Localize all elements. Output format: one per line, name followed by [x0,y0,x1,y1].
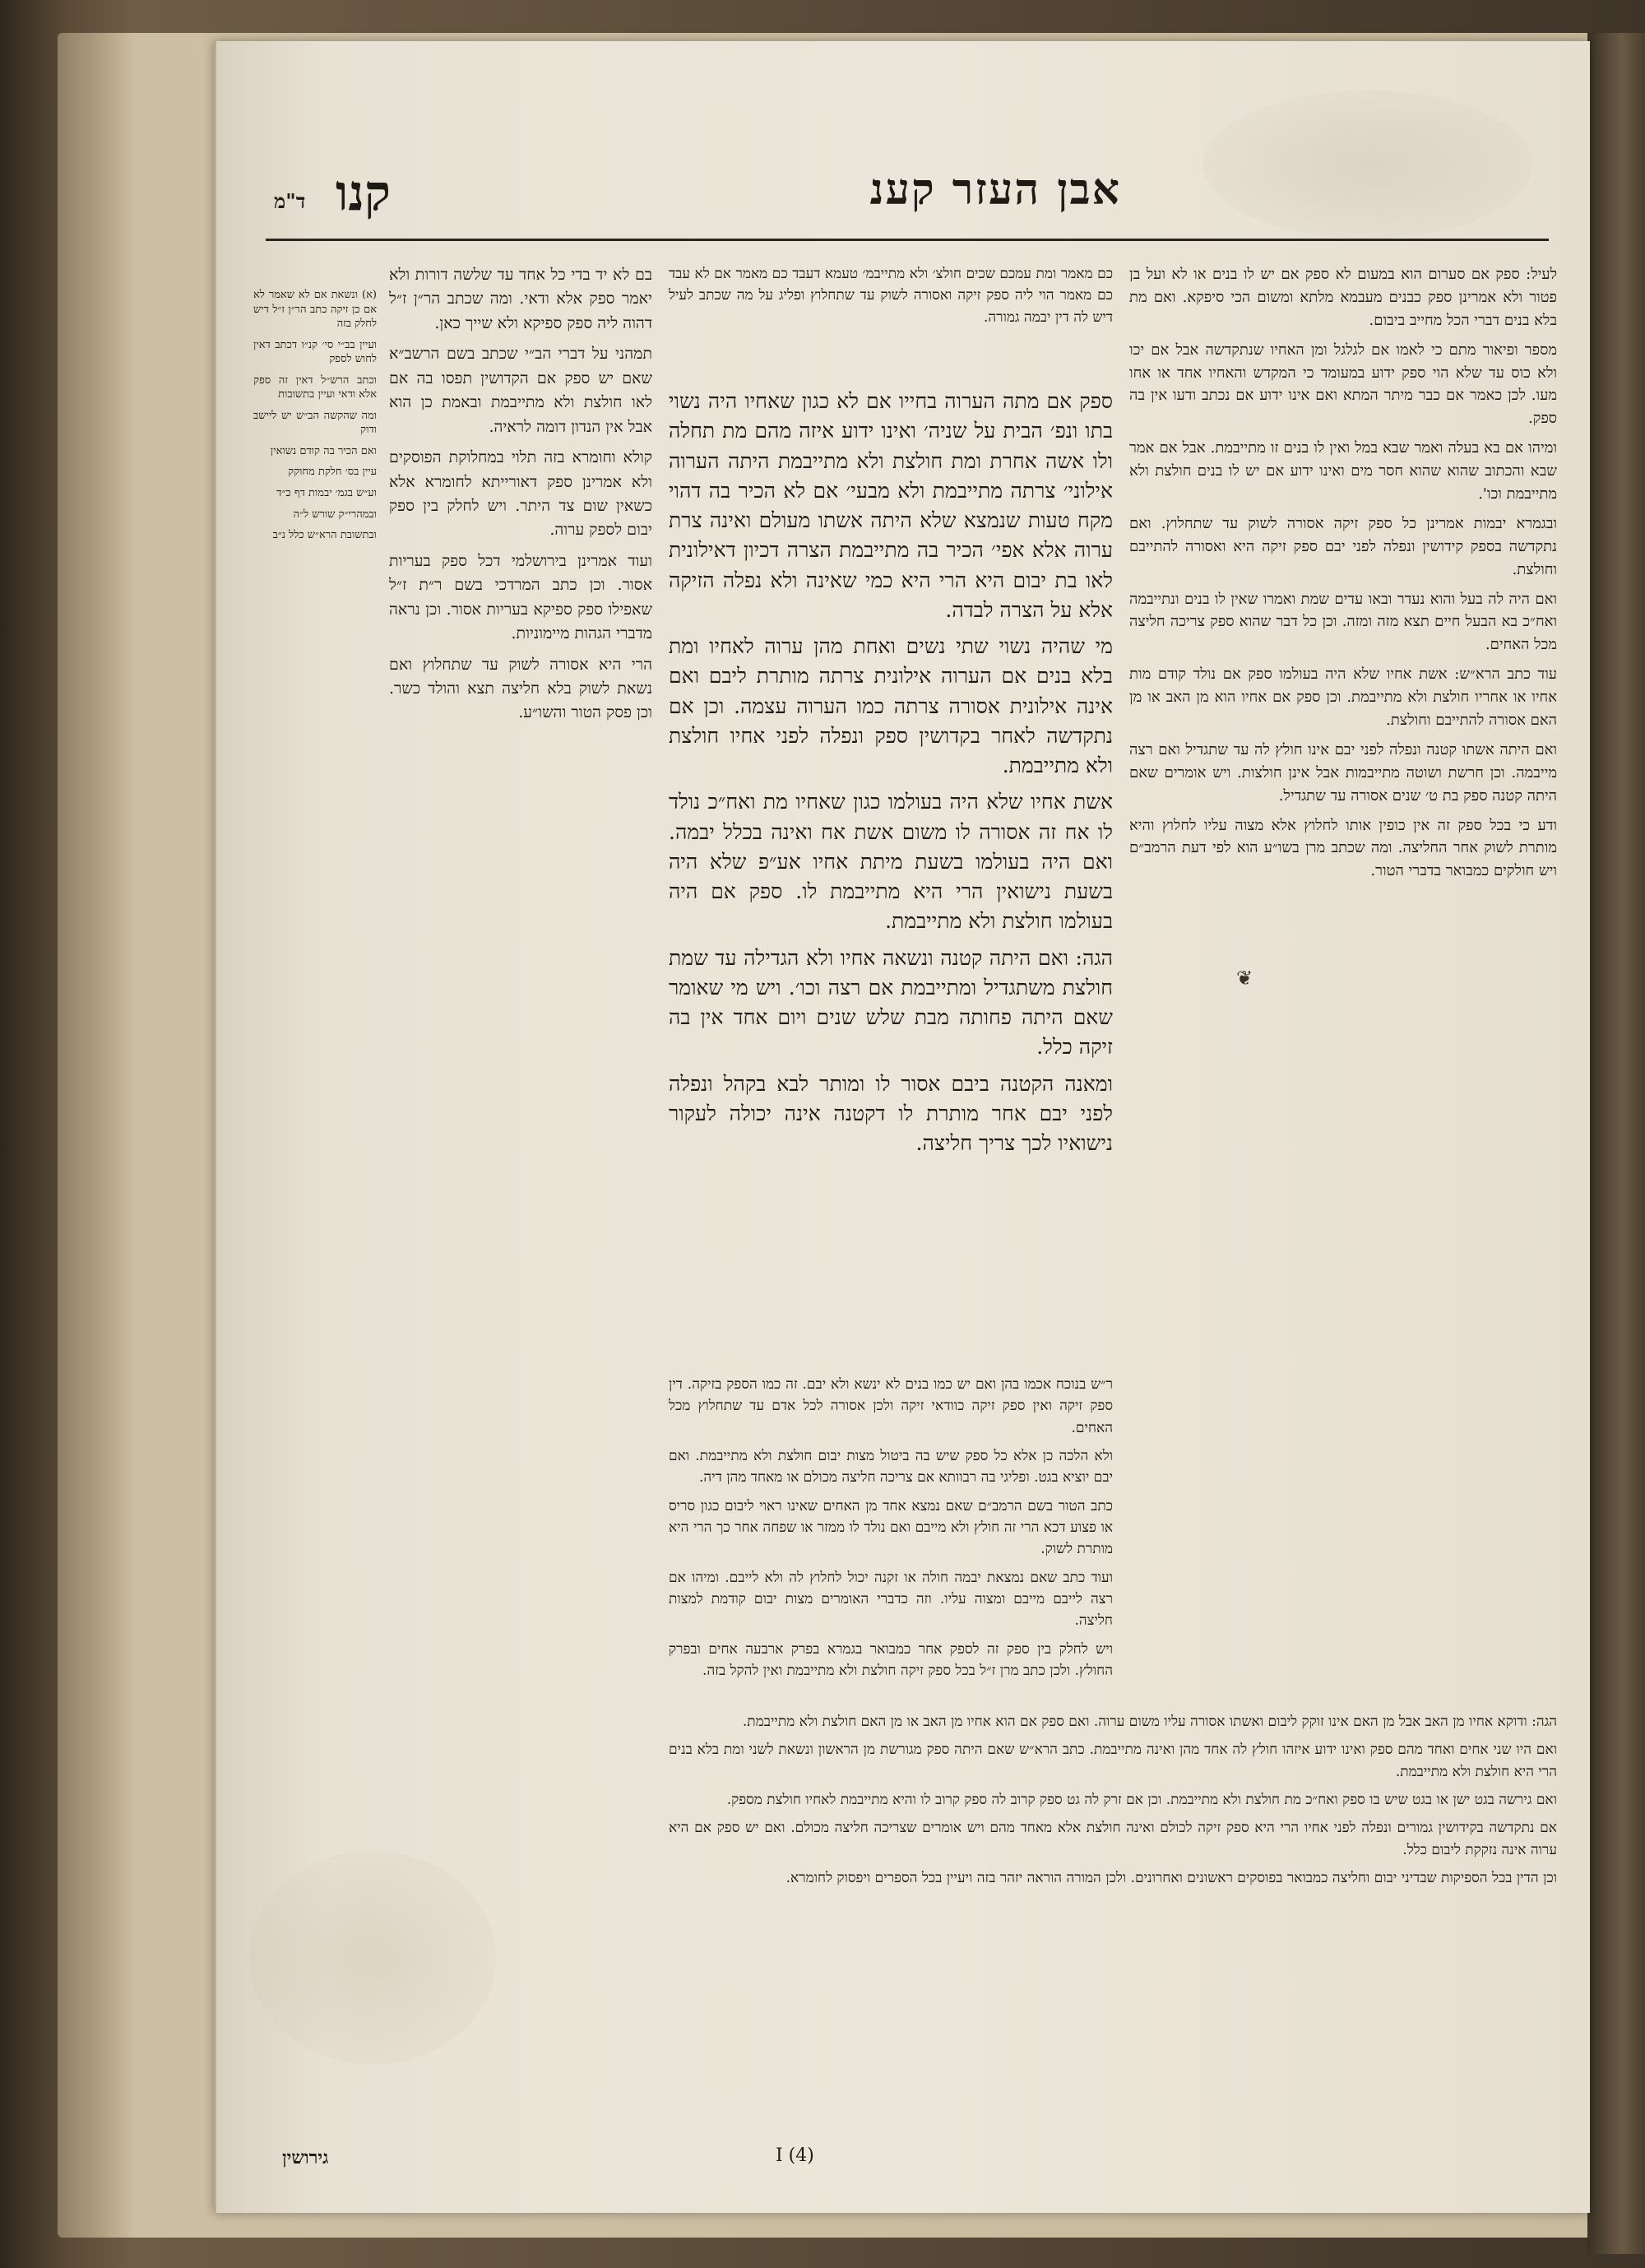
book-page [214,41,1590,2213]
printer-signature: I (4) [776,2145,814,2166]
marginal-note: ומה שהקשה הב״ש יש ליישב ודוק [253,409,377,437]
paragraph: ר״ש בנוכח אכמו בהן ואם יש כמו בנים לא ינשא ולא יבם. זה כמו הספק בזיקה. דין ספק זיקה ואין ספק זיקה כוודאי זיקה ולכן אסורה לכל אדם עד שתחלוץ מכל האחים. [669,1376,1113,1436]
paragraph: ואם היתה אשתו קטנה ונפלה לפני יבם אינו חולץ לה עד שתגדיל ואם רצה מייבמה. וכן חרשת ושוטה מתייבמות אבל אינן חולצות. ויש אומרים שאם היתה קטנה ספק בת ט׳ שנים אסורה עד שתגדיל. [1129,740,1557,805]
commentary-label: ד"מ [274,189,306,213]
paragraph: ועוד כתב שאם נמצאת יבמה חולה או זקנה יכול לחלוץ לה ולא לייבם. ומיהו אם רצה לייבם מייבם ומצוה עליו. וזה כדברי האומרים מצות יבום קודמת למצות חליצה. [669,1569,1113,1630]
marginal-note: ובתשובת הרא״ש כלל נ״ב [272,529,377,542]
paragraph: ודע כי בכל ספק זה אין כופין אותו לחלוץ אלא מצוה עליו לחלוץ והיא מותרת לשוק אחר החליצה. ומה שכתב מרן בשו״ע הוא לפי דעת הרמב״ם ויש חולקים כמבואר בדברי הטור. [1129,816,1557,880]
main-paragraph: ספק אם מתה הערוה בחייו אם לא כגון שאחיו היה נשוי בתו ונפ׳ הבית על שניה׳ ואינו ידוע איזה מהם מת תחלה ולו אשה אחרת ומת חולצת ולא מתייבמת היתה הערוה אילוני׳ צרתה מתייבמת ולא מבעי׳ אם לא הכיר בה דהוי מקח טעות שנמצא שלא היתה אשתו מעולם ואינה צרת ערוה אלא אפי׳ הכיר בה מתייבמת הצרה דכיון דאילונית לאו בת יבום היא הרי היא כמי שאינה ולא נפלה הזיקה אלא על הצרה לבדה. [669,389,1113,622]
paragraph: ובגמרא יבמות אמרינן כל ספק זיקה אסורה לשוק עד שתחלוץ. ואם נתקדשה בספק קידושין ונפלה לפני יבם ספק זיקה היא ואסורה להתייבם וחולצת. [1129,514,1557,578]
main-text-block [669,387,1113,1357]
page-header [266,165,1549,239]
paragraph: קולא וחומרא בזה תלוי במחלוקת הפוסקים ולא אמרינן ספק דאורייתא לחומרא אלא כשאין שום צד היתר. ויש לחלק בין ספק יבום לספק ערוה. [389,448,652,540]
running-title: אבן העזר קענ [869,165,1121,215]
flower-ornament-icon: ❦ [1236,967,1253,990]
bottom-commentary [669,1711,1557,2172]
catchword: גירושין [282,2147,329,2168]
paragraph: ויש לחלק בין ספק זה לספק אחר כמבואר בגמרא בפרק ארבעה אחים ובפרק החולץ. ולכן כתב מרן ז״ל בכל ספק זיקה חולצת ולא מתייבמת ואין להקל בזה. [669,1640,1113,1680]
paragraph: כתב הטור בשם הרמב״ם שאם נמצא אחד מן האחים שאינו ראוי ליבום כגון סריס או פצוע דכא הרי זה חולץ ולא מייבם ואם נולד לו ממזר או שפחה אחר כך הרי היא מותרת לשוק. [669,1497,1113,1558]
facing-page-edge [1587,33,1645,2254]
main-paragraph: אשת אחיו שלא היה בעולמו כגון שאחיו מת ואח״כ נולד לו אח זה אסורה לו משום אשת אח ואינה בכלל יבמה. ואם היה בעולמו בשעת מיתת אחיו אע״פ שלא היה בשעת נישואין הרי היא מתייבמת לו. ספק אם היה בעולמו חולצת ולא מתייבמת. [669,790,1113,934]
marginal-note: ובמהרי״ק שורש ל״ה [293,508,377,521]
marginal-note: ועיין בב״י סי׳ קנ״ו דכתב דאין לחוש לספק [253,338,377,366]
marginal-note: (א) ונשאת אם לא שאמר לא אם כן זיקה כתב הר״ן ז״ל דיש לחלק בזה [253,289,377,331]
paragraph: ואם גירשה בגט ישן או בגט שיש בו ספק ואח״כ מת חולצת ולא מתייבמת. וכן אם זרק לה גט ספק קרוב לה ספק קרוב לו והיא מתייבמת לאחיו חולצת מספק. [726,1792,1557,1809]
marginal-note: וע״ש בגמ׳ יבמות דף כ״ד [276,487,377,500]
paragraph: מספר ופיאור מתם כי לאמו אם לגלגל ומן האחיו שנתקדשה אבל אם יכו ולא כוס עד שלא הוי ספק ידוע במעומד כי המקדש והאחיו אחד או אחו מעו. לכן כאמר אם כבר מיתר המתא ואם אינו ידוע אם נכתב ודעו אין בה ספק. [1129,341,1557,428]
marginal-note: ואם הכיר בה קודם נשואין [270,444,377,457]
middle-top-commentary [669,263,1113,378]
marginal-note: וכתב הרש״ל דאין זה ספק אלא ודאי ועיין בתשובות [253,373,377,401]
folio-number: קנו [336,165,391,222]
paragraph: עוד כתב הרא״ש: אשת אחיו שלא היה בעולמו ספק אם נולד קודם מות אחיו או אחריו חולצת ולא מתייבמת. וכן ספק אם אחיו הוא מן האב או מן האם אסורה להתייבם וחולצת. [1129,666,1557,730]
paragraph: ואם היה לה בעל והוא נעדר ובאו עדים שמת ואמרו שאין לו בנים ונתייבמה ואח״כ בא הבעל חיים תצא מזה ומזה. וכן כל דבר שהוא ספק צריכה חליצה מכל האחים. [1129,590,1557,654]
paragraph: ועוד אמרינן בירושלמי דכל ספק בעריות אסור. וכן כתב המרדכי בשם ר״ת ז״ל שאפילו ספק ספיקא בעריות אסור. וכן נראה מדברי הגהות מיימוניות. [389,551,652,643]
main-paragraph: מי שהיה נשוי שתי נשים ואחת מהן ערוה לאחיו ומת בלא בנים אם הערוה אילונית צרתה מותרת ליבם ואם אינה אילונית אסורה צרתה כמו הערוה עצמה. וכן אם נתקדשה לאחר בקדושין ספק ונפלה לפני אחיו חולצת ולא מתייבמת. [669,634,1113,777]
paragraph: אם נתקדשה בקידושין גמורים ונפלה לפני אחיו הרי היא ספק זיקה לכולם ואינה חולצת אלא מאחד מהם ויש אומרים שצריכה חליצה מכולם. ואם יש ספק אם היא ערוה אינה נזקקת ליבום כלל. [669,1820,1557,1858]
paragraph: תמהני על דברי הב״י שכתב בשם הרשב״א שאם יש ספק אם הקדושין תפסו בה אם לאו חולצת ולא מתייבמת ובאמת כן הוא אבל אין הנדון דומה לראיה. [389,345,652,436]
paragraph: הגה: ודוקא אחיו מן האב אבל מן האם אינו זוקק ליבום ואשתו אסורה עליו משום ערוה. ואם ספק אם הוא אחיו מן האב או מן האם חולצת ולא מתייבמת. [742,1714,1557,1730]
paragraph: ולא הלכה כן אלא כל ספק שיש בה ביטול מצות יבום חולצת ולא מתייבמת. ואם יבם יוציא בגט. ופליגי בה רבוותא אם צריכה חליצה מכולם או מאחד מהן דיה. [669,1448,1113,1486]
main-paragraph: הגה: ואם היתה קטנה ונשאה אחיו ולא הגדילה עד שמת חולצת משתגדיל ומתייבמת אם רצה וכו׳. ויש מי שאומר שאם היתה פחותה מבת שלש שנים ויום אחד אין בה זיקה כלל. [669,945,1113,1060]
paragraph: הרי היא אסורה לשוק עד שתחלוץ ואם נשאת לשוק בלא חליצה תצא והולד כשר. וכן פסק הטור והשו״ע. [389,655,652,722]
left-commentary-column [389,263,652,1579]
main-paragraph: ומאנה הקטנה ביבם אסור לו ומותר לבא בקהל ונפלה לפני יבם אחר מותרת לו דקטנה אינה יכולה לעקור נישואיו לכך צריך חליצה. [669,1071,1113,1155]
paragraph: ומיהו אם בא בעלה ואמר שבא במל ואין לו בנים זו מתייבמת. אבל אם אמר שבא והכתוב שהוא שהוא חסר מים ואינו ידוע אם יש לו בנים חולצת ולא מתייבמת וכו'. [1129,439,1557,503]
paragraph: וכן הדין בכל הספיקות שבדיני יבום וחליצה כמבואר בפוסקים ראשונים ואחרונים. ולכן המורה הוראה יזהר בזה ויעיין בכל הספרים ויפסוק לחומרא. [785,1870,1557,1887]
paragraph: ואם היו שני אחים ואחד מהם ספק ואינו ידוע איזהו חולץ לה אחד מהן ואינה מתייבמת. כתב הרא״ש שאם היתה ספק מגורשת מן הראשון ונשאת לשני ומת בלא בנים הרי היא חולצת ולא מתייבמת. [669,1742,1557,1780]
paragraph: לעיל: ספק אם סערום הוא במעום לא ספק אם יש לו בנים או לא ועל בן פטור ולא אמרינן ספק כבנים מעבמא מלתא ומשום הכי סיפקא. ואם מת בלא בנים דברי הכל מחייב ביבום. [1129,266,1557,329]
paragraph: כם מאמר ומת עמכם שכים חולצ׳ ולא מתייבמ׳ טעמא דעבד כם מאמר אם לא עבד כם מאמר הוי ליה ספק זיקה ואסורה לשוק עד שתחלוץ ופליג על מה שכתב לעיל דיש לה דין יבמה גמורה. [669,266,1113,326]
header-rule [266,239,1549,241]
paragraph: בם לא יד בדי כל אחד עד שלשה דורות ולא יאמר ספק אלא ודאי. ומה שכתב הר״ן ז״ל דהוה ליה ספק ספיקא ולא שייך כאן. [389,266,652,332]
marginal-notes [253,288,377,864]
marginal-note: עיין בס׳ חלקת מחוקק [288,466,377,479]
